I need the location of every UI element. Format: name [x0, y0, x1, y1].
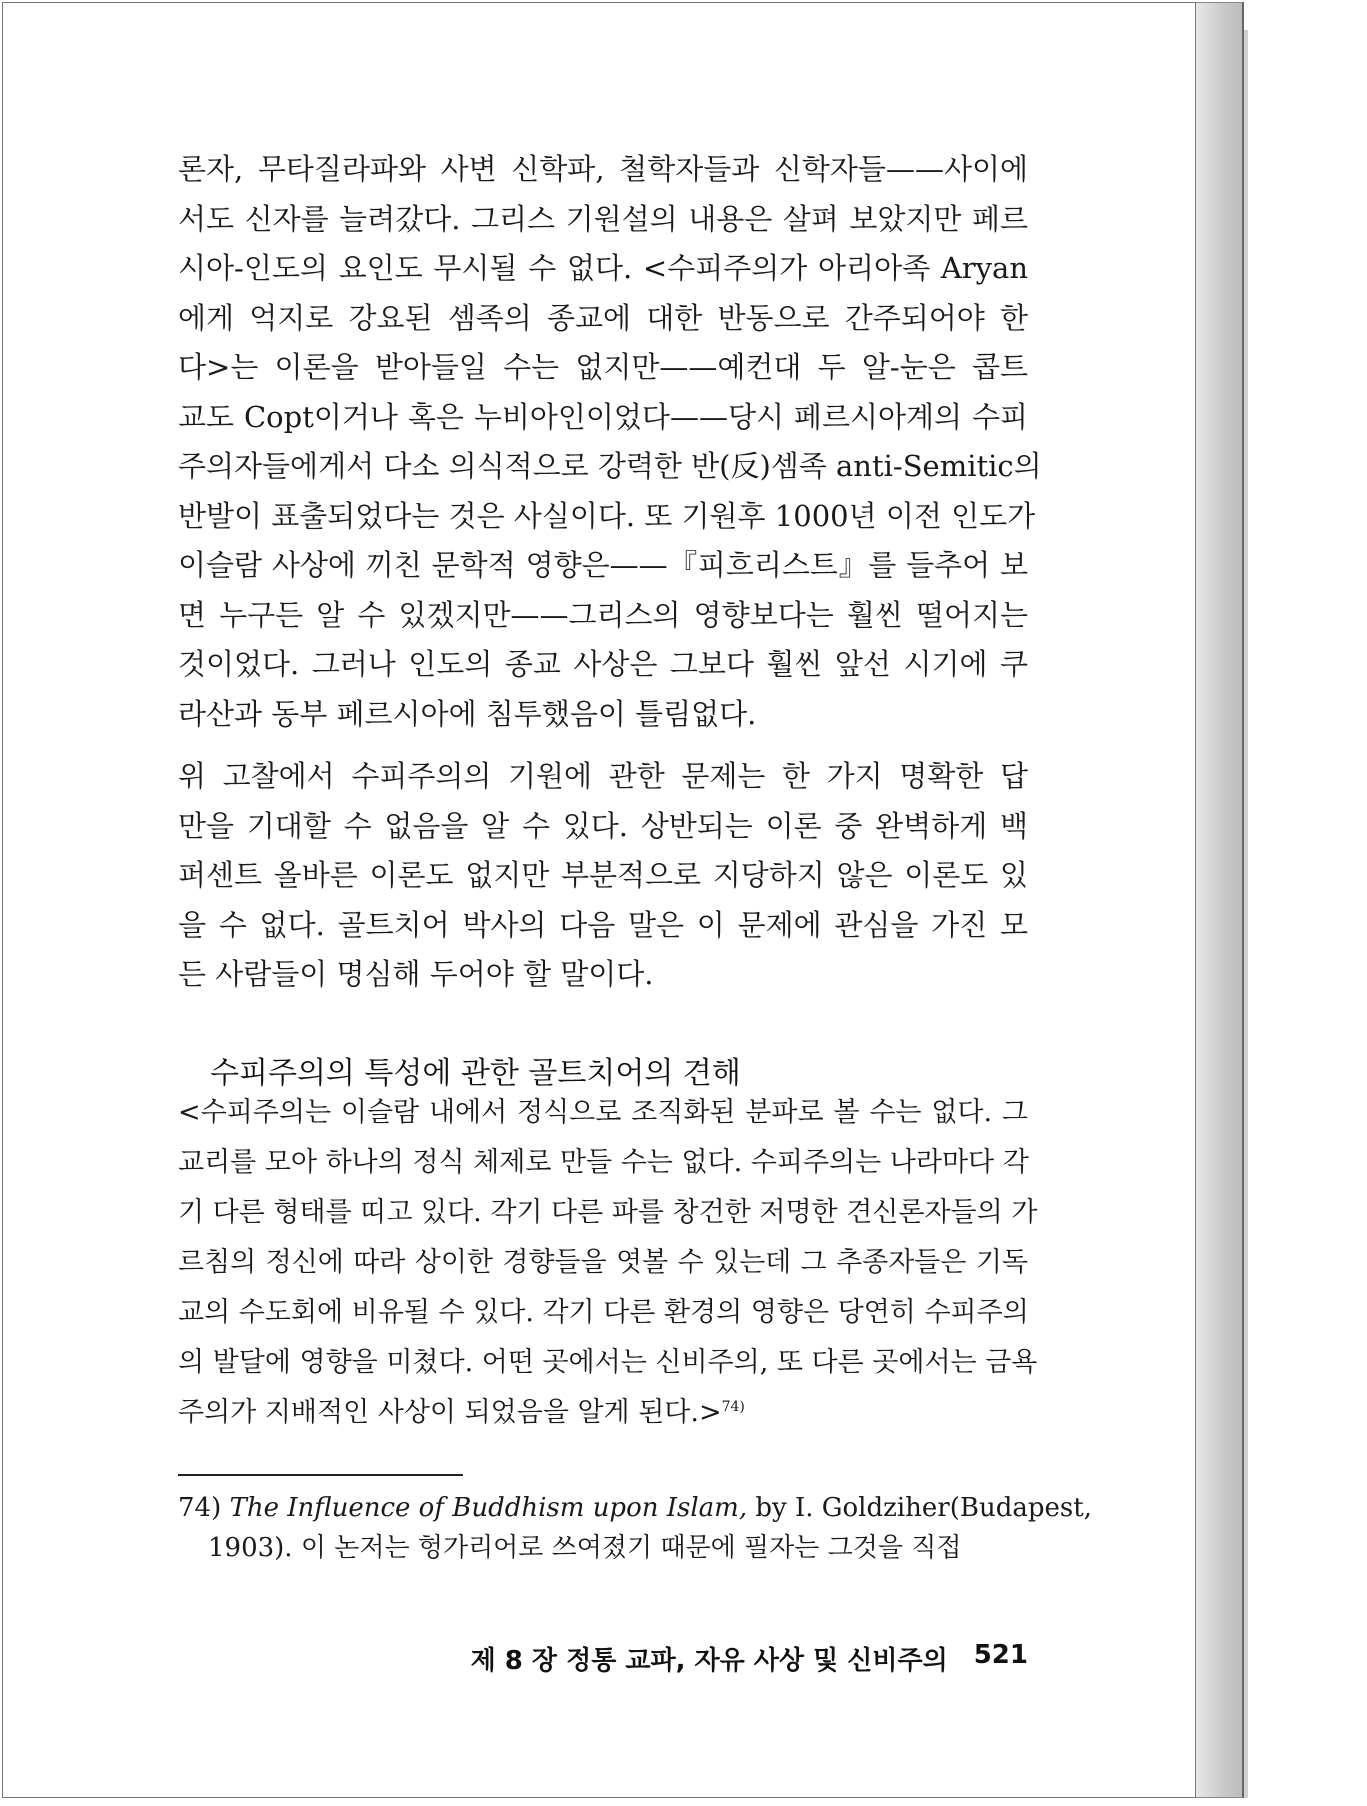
text-line: 든 사람들이 명심해 두어야 할 말이다.: [178, 957, 654, 991]
running-footer: [470, 1640, 1028, 1677]
quote-line: 교의 수도회에 비유될 수 있다. 각기 다른 환경의 영향은 당연히 수피주의: [178, 1297, 1029, 1328]
text-line: 면 누구든 알 수 있겠지만——그리스의 영향보다는 훨씬 떨어지는: [178, 597, 1028, 632]
text-line: 을 수 없다. 골트치어 박사의 다음 말은 이 문제에 관심을 가진 모: [178, 907, 1028, 942]
text-line: 만을 기대할 수 없음을 알 수 있다. 상반되는 이론 중 완벽하게 백: [178, 808, 1028, 843]
text-line: 것이었다. 그러나 인도의 종교 사상은 그보다 훨씬 앞선 시기에 쿠: [178, 647, 1028, 681]
text-line: 주의자들에게서 다소 의식적으로 강력한 반(反)셈족 anti-Semitic의: [178, 449, 1042, 483]
text-line: 서도 신자를 늘려갔다. 그리스 기원설의 내용은 살펴 보았지만 페르: [178, 201, 1028, 236]
text-line: 라산과 동부 페르시아에 침투했음이 틀림없다.: [178, 696, 757, 731]
text-line: 시아-인도의 요인도 무시될 수 없다. <수피주의가 아리아족 Aryan: [178, 251, 1028, 285]
footnote-reference[interactable]: 74): [721, 1399, 745, 1415]
book-shadow: [1244, 30, 1248, 1798]
text-line: 교도 Copt이거나 혹은 누비아인이었다——당시 페르시아계의 수피: [178, 399, 1028, 434]
page-number: 521: [973, 1640, 1028, 1670]
footnote-divider: [178, 1474, 463, 1476]
book-page-edges: [1196, 2, 1244, 1798]
footnote: [178, 1488, 1092, 1568]
footnote-number: 74): [178, 1493, 222, 1523]
text-line: 에게 억지로 강요된 셈족의 종교에 대한 반동으로 간주되어야 한: [178, 300, 1028, 335]
section-heading: 수피주의의 특성에 관한 골트치어의 견해: [210, 1056, 741, 1091]
text-line: 퍼센트 올바른 이론도 없지만 부분적으로 지당하지 않은 이론도 있: [178, 858, 1028, 892]
text-line: 이슬람 사상에 끼친 문학적 영향은——『피흐리스트』를 들추어 보: [178, 548, 1028, 582]
quote-last-text: 주의가 지배적인 사상이 되었음을 알게 된다.>: [178, 1397, 722, 1428]
quote-line: 의 발달에 영향을 미쳤다. 어떤 곳에서는 신비주의, 또 다른 곳에서는 금욕: [178, 1347, 1038, 1378]
quote-line: <수피주의는 이슬람 내에서 정식으로 조직화된 분파로 볼 수는 없다. 그: [178, 1097, 1028, 1128]
chapter-title: 제 8 장 정통 교파, 자유 사상 및 신비주의: [470, 1646, 948, 1676]
block-quote: [178, 1088, 1038, 1438]
footnote-book-title: The Influence of Buddhism upon Islam,: [229, 1493, 748, 1523]
text-line: 다>는 이론을 받아들일 수는 없지만——예컨대 두 알-눈은 콥트: [178, 350, 1028, 384]
quote-line: 교리를 모아 하나의 정식 체제로 만들 수는 없다. 수피주의는 나라마다 각: [178, 1147, 1029, 1178]
quote-line-last: [178, 1388, 1028, 1438]
footnote-line-1: [178, 1488, 1092, 1528]
body-paragraph-2: [178, 752, 1028, 1000]
text-line: 위 고찰에서 수피주의의 기원에 관한 문제는 한 가지 명확한 답: [178, 759, 1028, 793]
footnote-line-2: 1903). 이 논저는 헝가리어로 쓰여졌기 때문에 필자는 그것을 직접: [208, 1533, 962, 1563]
body-paragraph-1: [178, 145, 1042, 739]
text-line: 론자, 무타질라파와 사변 신학파, 철학자들과 신학자들——사이에: [178, 152, 1028, 186]
text-line: 반발이 표출되었다는 것은 사실이다. 또 기원후 1000년 이전 인도가: [178, 498, 1036, 533]
quote-line: 르침의 정신에 따라 상이한 경향들을 엿볼 수 있는데 그 추종자들은 기독: [178, 1247, 1028, 1278]
footnote-citation: by I. Goldziher(Budapest,: [755, 1493, 1092, 1523]
quote-line: 기 다른 형태를 띠고 있다. 각기 다른 파를 창건한 저명한 견신론자들의 가: [178, 1197, 1038, 1228]
